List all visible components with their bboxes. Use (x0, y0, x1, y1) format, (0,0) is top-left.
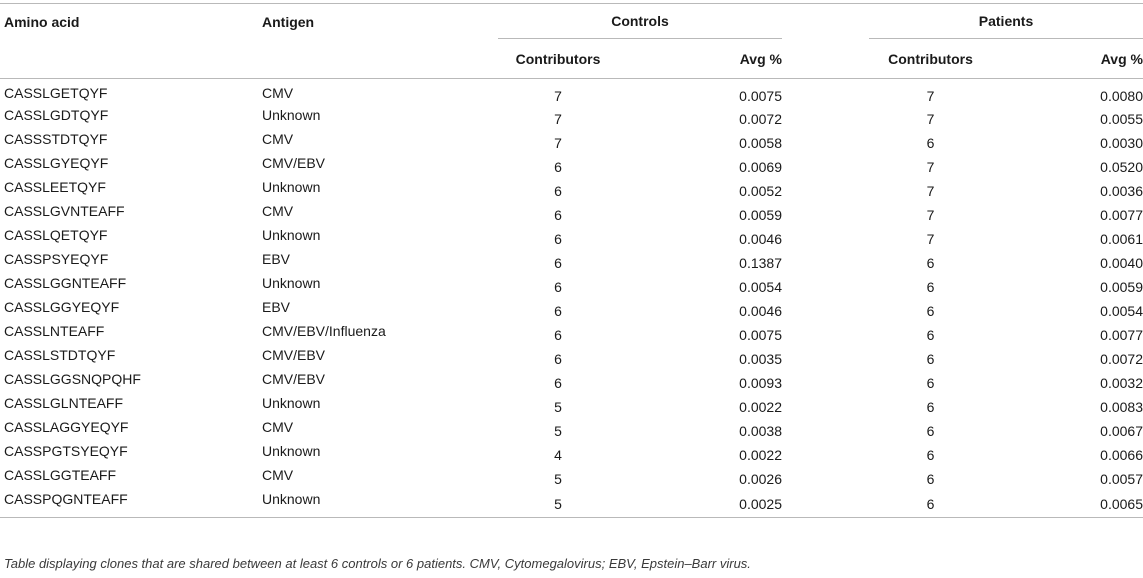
controls-contributors-cell: 7 (554, 135, 562, 151)
amino-acid-cell: CASSLEETQYF (4, 179, 106, 195)
header-controls-contributors: Contributors (515, 50, 601, 67)
antigen-cell: CMV/EBV (262, 347, 326, 363)
patients-contributors-cell: 6 (926, 303, 935, 319)
antigen-cell: CMV (262, 467, 294, 483)
table-row (0, 131, 1143, 155)
controls-contributors-cell: 6 (554, 351, 562, 367)
header-antigen: Antigen (262, 14, 315, 30)
table-row (0, 79, 1143, 108)
controls-contributors-cell: 6 (554, 231, 562, 247)
patients-avg-cell: 0.0054 (1100, 303, 1143, 319)
patients-avg-cell: 0.0036 (1100, 183, 1143, 199)
controls-contributors-cell: 6 (554, 183, 562, 199)
spacer-cell (782, 419, 869, 443)
controls-contributors-cell: 6 (554, 255, 562, 271)
controls-contributors-cell: 6 (554, 207, 562, 223)
table-row (0, 491, 1143, 518)
amino-acid-cell: CASSLGGYEQYF (4, 299, 120, 315)
table-row (0, 275, 1143, 299)
controls-contributors-cell: 5 (554, 399, 562, 415)
patients-avg-cell: 0.0032 (1100, 375, 1143, 391)
controls-contributors-cell: 6 (554, 375, 562, 391)
controls-contributors-cell: 6 (554, 327, 562, 343)
amino-acid-cell: CASSLNTEAFF (4, 323, 105, 339)
controls-avg-cell: 0.0054 (739, 279, 782, 295)
shared-clones-table (0, 3, 1143, 518)
patients-avg-cell: 0.0077 (1100, 327, 1143, 343)
spacer-cell (782, 371, 869, 395)
table-row (0, 107, 1143, 131)
header-patients-avg: Avg % (1100, 50, 1143, 67)
controls-avg-cell: 0.0069 (739, 159, 782, 175)
controls-avg-cell: 0.0075 (739, 327, 782, 343)
spacer-cell (782, 179, 869, 203)
spacer-cell (782, 299, 869, 323)
spacer-cell (782, 155, 869, 179)
antigen-cell: CMV/EBV (262, 155, 326, 171)
antigen-cell: Unknown (262, 491, 321, 507)
patients-contributors-cell: 6 (926, 423, 935, 439)
patients-contributors-cell: 6 (926, 255, 935, 271)
table-row (0, 251, 1143, 275)
controls-avg-cell: 0.0035 (739, 351, 782, 367)
table-row (0, 371, 1143, 395)
header-patients: Patients (869, 4, 1143, 39)
patients-contributors-cell: 6 (926, 496, 935, 512)
patients-avg-cell: 0.0083 (1100, 399, 1143, 415)
controls-avg-cell: 0.0058 (739, 135, 782, 151)
amino-acid-cell: CASSLGVNTEAFF (4, 203, 125, 219)
patients-avg-cell: 0.0059 (1100, 279, 1143, 295)
controls-avg-cell: 0.0075 (739, 88, 782, 104)
controls-avg-cell: 0.1387 (739, 255, 782, 271)
table-row (0, 347, 1143, 371)
spacer-cell (782, 467, 869, 491)
antigen-cell: Unknown (262, 179, 321, 195)
spacer-cell (782, 107, 869, 131)
controls-avg-cell: 0.0052 (739, 183, 782, 199)
table-row (0, 395, 1143, 419)
controls-avg-cell: 0.0038 (739, 423, 782, 439)
table-body (0, 79, 1143, 518)
controls-avg-cell: 0.0022 (739, 399, 782, 415)
table-row (0, 443, 1143, 467)
patients-avg-cell: 0.0077 (1100, 207, 1143, 223)
controls-contributors-cell: 5 (554, 496, 562, 512)
antigen-cell: Unknown (262, 443, 321, 459)
table-row (0, 467, 1143, 491)
controls-avg-cell: 0.0059 (739, 207, 782, 223)
amino-acid-cell: CASSPSYEQYF (4, 251, 109, 267)
antigen-cell: CMV/EBV (262, 371, 326, 387)
table-row (0, 203, 1143, 227)
patients-contributors-cell: 6 (926, 279, 935, 295)
patients-avg-cell: 0.0057 (1100, 471, 1143, 487)
patients-avg-cell: 0.0520 (1100, 159, 1143, 175)
amino-acid-cell: CASSLGYEQYF (4, 155, 109, 171)
patients-avg-cell: 0.0061 (1100, 231, 1143, 247)
controls-contributors-cell: 7 (554, 111, 562, 127)
patients-avg-cell: 0.0040 (1100, 255, 1143, 271)
header-controls-avg: Avg % (739, 50, 782, 67)
antigen-cell: CMV/EBV/Influenza (262, 323, 386, 339)
table-header (0, 4, 1143, 79)
table-row (0, 155, 1143, 179)
spacer-cell (782, 79, 869, 108)
table-row (0, 227, 1143, 251)
spacer-cell (782, 491, 869, 518)
spacer-cell (782, 347, 869, 371)
antigen-cell: Unknown (262, 275, 321, 291)
patients-avg-cell: 0.0080 (1100, 88, 1143, 104)
patients-contributors-cell: 6 (926, 327, 935, 343)
antigen-cell: Unknown (262, 107, 321, 123)
patients-contributors-cell: 7 (926, 183, 935, 199)
spacer-cell (782, 227, 869, 251)
antigen-cell: Unknown (262, 227, 321, 243)
controls-contributors-cell: 5 (554, 423, 562, 439)
amino-acid-cell: CASSPGTSYEQYF (4, 443, 128, 459)
amino-acid-cell: CASSLSTDTQYF (4, 347, 116, 363)
patients-contributors-cell: 6 (926, 351, 935, 367)
antigen-cell: Unknown (262, 395, 321, 411)
controls-avg-cell: 0.0046 (739, 303, 782, 319)
header-controls: Controls (498, 4, 782, 39)
antigen-cell: CMV (262, 419, 294, 435)
controls-contributors-cell: 5 (554, 471, 562, 487)
controls-avg-cell: 0.0046 (739, 231, 782, 247)
patients-contributors-cell: 7 (926, 159, 935, 175)
amino-acid-cell: CASSPQGNTEAFF (4, 491, 128, 507)
controls-contributors-cell: 6 (554, 159, 562, 175)
antigen-cell: CMV (262, 131, 294, 147)
spacer-cell (782, 443, 869, 467)
spacer-cell (782, 323, 869, 347)
amino-acid-cell: CASSLQETQYF (4, 227, 108, 243)
patients-contributors-cell: 6 (926, 375, 935, 391)
patients-contributors-cell: 6 (926, 471, 935, 487)
amino-acid-cell: CASSLGETQYF (4, 85, 108, 101)
table-row (0, 323, 1143, 347)
controls-contributors-cell: 4 (554, 447, 562, 463)
amino-acid-cell: CASSLAGGYEQYF (4, 419, 129, 435)
amino-acid-cell: CASSLGGTEAFF (4, 467, 117, 483)
patients-avg-cell: 0.0030 (1100, 135, 1143, 151)
patients-contributors-cell: 6 (926, 135, 935, 151)
table-row (0, 419, 1143, 443)
patients-contributors-cell: 7 (926, 88, 935, 104)
controls-avg-cell: 0.0026 (739, 471, 782, 487)
patients-avg-cell: 0.0067 (1100, 423, 1143, 439)
controls-contributors-cell: 7 (554, 88, 562, 104)
header-amino-acid: Amino acid (4, 14, 80, 30)
antigen-cell: EBV (262, 251, 291, 267)
antigen-cell: CMV (262, 203, 294, 219)
patients-contributors-cell: 6 (926, 399, 935, 415)
amino-acid-cell: CASSLGDTQYF (4, 107, 109, 123)
amino-acid-cell: CASSSTDTQYF (4, 131, 108, 147)
controls-avg-cell: 0.0093 (739, 375, 782, 391)
patients-avg-cell: 0.0066 (1100, 447, 1143, 463)
patients-avg-cell: 0.0055 (1100, 111, 1143, 127)
controls-contributors-cell: 6 (554, 303, 562, 319)
spacer-cell (782, 251, 869, 275)
amino-acid-cell: CASSLGLNTEAFF (4, 395, 124, 411)
controls-avg-cell: 0.0025 (739, 496, 782, 512)
spacer-cell (782, 203, 869, 227)
spacer-cell (782, 131, 869, 155)
spacer-cell (782, 275, 869, 299)
patients-contributors-cell: 7 (926, 111, 935, 127)
patients-contributors-cell: 7 (926, 231, 935, 247)
antigen-cell: EBV (262, 299, 291, 315)
table-row (0, 299, 1143, 323)
patients-avg-cell: 0.0065 (1100, 496, 1143, 512)
patients-avg-cell: 0.0072 (1100, 351, 1143, 367)
controls-avg-cell: 0.0072 (739, 111, 782, 127)
table-row (0, 179, 1143, 203)
amino-acid-cell: CASSLGGSNQPQHF (4, 371, 141, 387)
controls-contributors-cell: 6 (554, 279, 562, 295)
controls-avg-cell: 0.0022 (739, 447, 782, 463)
antigen-cell: CMV (262, 85, 294, 101)
amino-acid-cell: CASSLGGNTEAFF (4, 275, 127, 291)
spacer-cell (782, 395, 869, 419)
patients-contributors-cell: 7 (926, 207, 935, 223)
header-patients-contributors: Contributors (888, 50, 973, 67)
table-caption: Table displaying clones that are shared between at least 6 controls or 6 patients. CMV, Cytomegalovirus; EBV, Epstein–Barr virus. (4, 556, 751, 571)
patients-contributors-cell: 6 (926, 447, 935, 463)
